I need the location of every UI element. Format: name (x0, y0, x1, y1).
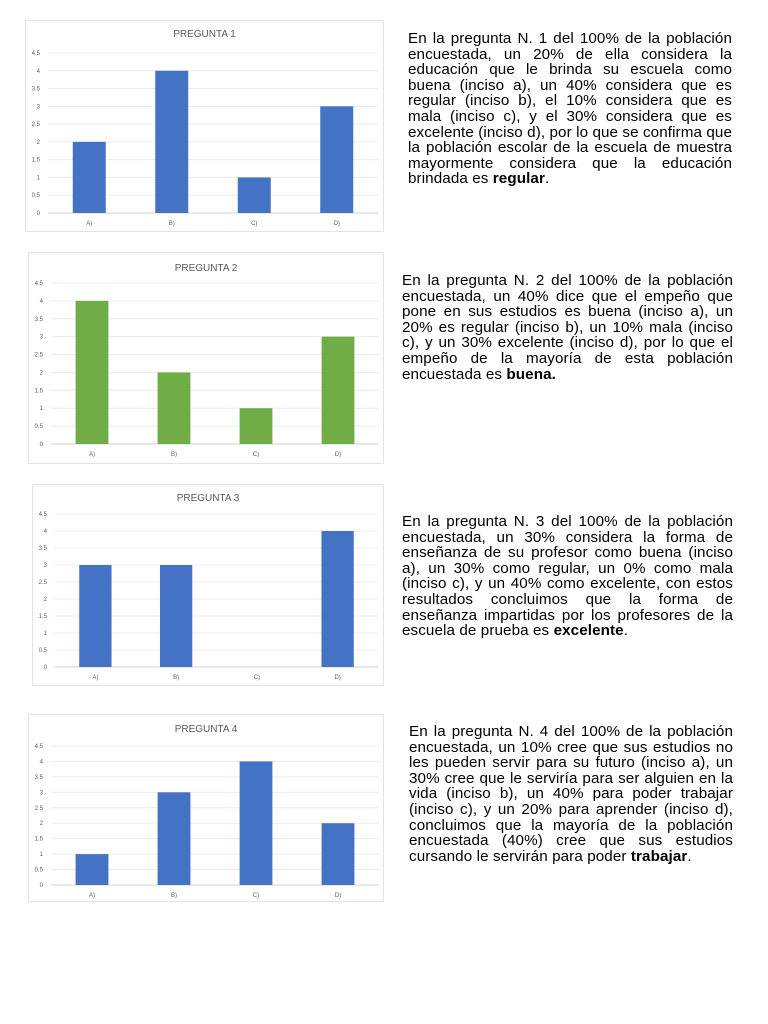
chart-title: PREGUNTA 3 (176, 493, 240, 504)
x-tick-label: C) (252, 893, 260, 899)
bar (322, 823, 355, 885)
y-tick-label: 3.5 (31, 86, 40, 93)
y-tick-label: 1 (39, 852, 43, 859)
description-pregunta-3 (402, 514, 733, 639)
x-tick-label: A) (89, 893, 95, 899)
y-tick-label: 0 (39, 442, 43, 448)
x-tick-label: C) (251, 221, 258, 227)
y-tick-label: 0.5 (34, 867, 43, 874)
x-tick-label: A) (86, 221, 93, 227)
y-tick-label: 1.5 (31, 157, 40, 164)
x-tick-label: C) (253, 675, 261, 681)
y-tick-label: 2 (39, 370, 43, 377)
y-tick-label: 4 (39, 759, 43, 766)
description-pregunta-2 (402, 273, 733, 382)
chart-pregunta-1 (25, 20, 384, 232)
conclusion-word: regular (492, 170, 545, 188)
y-tick-label: 0 (43, 665, 47, 671)
y-tick-label: 4.5 (34, 744, 43, 750)
y-tick-label: 2.5 (34, 805, 43, 812)
bar (322, 337, 355, 444)
y-tick-label: 0 (39, 883, 43, 889)
description-text: En la pregunta N. 1 del 100% de la población encuestada, un 20% de ella considera la educación que le brinda su escuela como buena (inciso a), un 40% considera que es regular (inciso b), el 10% considera que es mala (inciso c), y el 30% considera que es excelente (inciso d), por lo que se confirma que la población escolar de la escuela de muestra mayormente considera que la educación brindada es (408, 30, 732, 188)
x-tick-label: C) (252, 452, 260, 458)
chart-title: PREGUNTA 4 (174, 724, 238, 735)
chart-svg (26, 21, 383, 231)
bar (76, 854, 109, 885)
x-tick-label: B) (171, 452, 177, 458)
bar (155, 71, 188, 213)
x-tick-label: A) (92, 675, 99, 681)
x-tick-label: B) (168, 221, 175, 227)
y-tick-label: 4 (39, 298, 43, 305)
y-tick-label: 0 (36, 211, 40, 217)
description-text: En la pregunta N. 3 del 100% de la población encuestada, un 30% considera la forma de enseñanza de su profesor como buena (inciso a), un 30% como regular, un 0% como mala (inciso c), y un 40% como excelente, con estos resultados concluimos que la forma de enseñanza impartidas por los profesores de la escuela de prueba es (402, 513, 733, 640)
y-tick-label: 4 (36, 68, 40, 75)
y-tick-label: 4.5 (38, 512, 47, 518)
chart-svg (29, 253, 383, 463)
y-tick-label: 1 (43, 631, 47, 637)
y-tick-label: 4.5 (34, 281, 43, 287)
chart-title: PREGUNTA 2 (174, 263, 238, 274)
y-tick-label: 0.5 (34, 424, 43, 431)
chart-svg (29, 715, 383, 901)
chart-title: PREGUNTA 1 (173, 29, 236, 40)
bar (240, 761, 273, 885)
conclusion-word: excelente (553, 622, 624, 640)
bar (240, 408, 273, 444)
y-tick-label: 2 (43, 597, 47, 603)
y-tick-label: 2.5 (34, 352, 43, 359)
description-text: En la pregunta N. 2 del 100% de la población encuestada, un 40% dice que el empeño que pone en sus estudios es buena (inciso a), un 20% es regular (inciso b), un 10% mala (inciso c), y un 30% excelente (inciso d), por lo que el empeño de la mayoría de esta población encuestada es (402, 272, 733, 383)
y-tick-label: 1 (36, 175, 40, 182)
conclusion-word: trabajar (630, 847, 688, 865)
y-tick-label: 1 (39, 406, 43, 413)
bar (160, 565, 192, 667)
y-tick-label: 0.5 (38, 648, 47, 654)
chart-pregunta-4 (28, 714, 384, 902)
bar (238, 177, 271, 213)
bar (158, 792, 191, 885)
description-end: . (623, 622, 629, 640)
y-tick-label: 2.5 (38, 580, 47, 586)
y-tick-label: 3.5 (38, 546, 47, 552)
y-tick-label: 0.5 (31, 193, 40, 200)
y-tick-label: 3 (43, 563, 47, 569)
bar (158, 372, 191, 444)
y-tick-label: 3 (39, 790, 43, 797)
chart-pregunta-2 (28, 252, 384, 464)
description-end: . (687, 847, 692, 865)
y-tick-label: 1.5 (38, 614, 47, 620)
y-tick-label: 3.5 (34, 316, 43, 323)
description-end: . (545, 170, 550, 188)
bar (320, 106, 353, 213)
description-text: En la pregunta N. 4 del 100% de la población encuestada, un 10% cree que sus estudios no les pueden servir para su futuro (inciso a), un 30% cree que le serviría para ser alguien en la vida (inciso b), un 40% para poder trabajar (inciso c), y un 20% para aprender (inciso d), concluimos que la mayoría de la población encuestada (40%) cree que sus estudios cursando le servirán para poder (409, 723, 733, 865)
y-tick-label: 4 (43, 529, 47, 535)
chart-svg (33, 485, 383, 685)
conclusion-word: buena. (506, 365, 556, 383)
bar (79, 565, 111, 667)
x-tick-label: B) (171, 893, 177, 899)
x-tick-label: D) (333, 221, 340, 227)
bar (321, 531, 353, 667)
x-tick-label: B) (173, 675, 180, 681)
description-pregunta-1 (408, 31, 732, 187)
chart-pregunta-3 (32, 484, 384, 686)
bar (76, 301, 109, 444)
y-tick-label: 1.5 (34, 836, 43, 843)
y-tick-label: 2.5 (31, 122, 40, 129)
y-tick-label: 1.5 (34, 388, 43, 395)
x-tick-label: D) (334, 452, 342, 458)
y-tick-label: 2 (36, 139, 40, 146)
y-tick-label: 4.5 (31, 51, 40, 57)
y-tick-label: 3 (39, 334, 43, 341)
description-pregunta-4 (409, 724, 733, 864)
y-tick-label: 3.5 (34, 774, 43, 781)
y-tick-label: 2 (39, 821, 43, 828)
bar (73, 142, 106, 213)
x-tick-label: D) (334, 675, 341, 681)
y-tick-label: 3 (36, 104, 40, 111)
x-tick-label: A) (89, 452, 95, 458)
x-tick-label: D) (334, 893, 342, 899)
